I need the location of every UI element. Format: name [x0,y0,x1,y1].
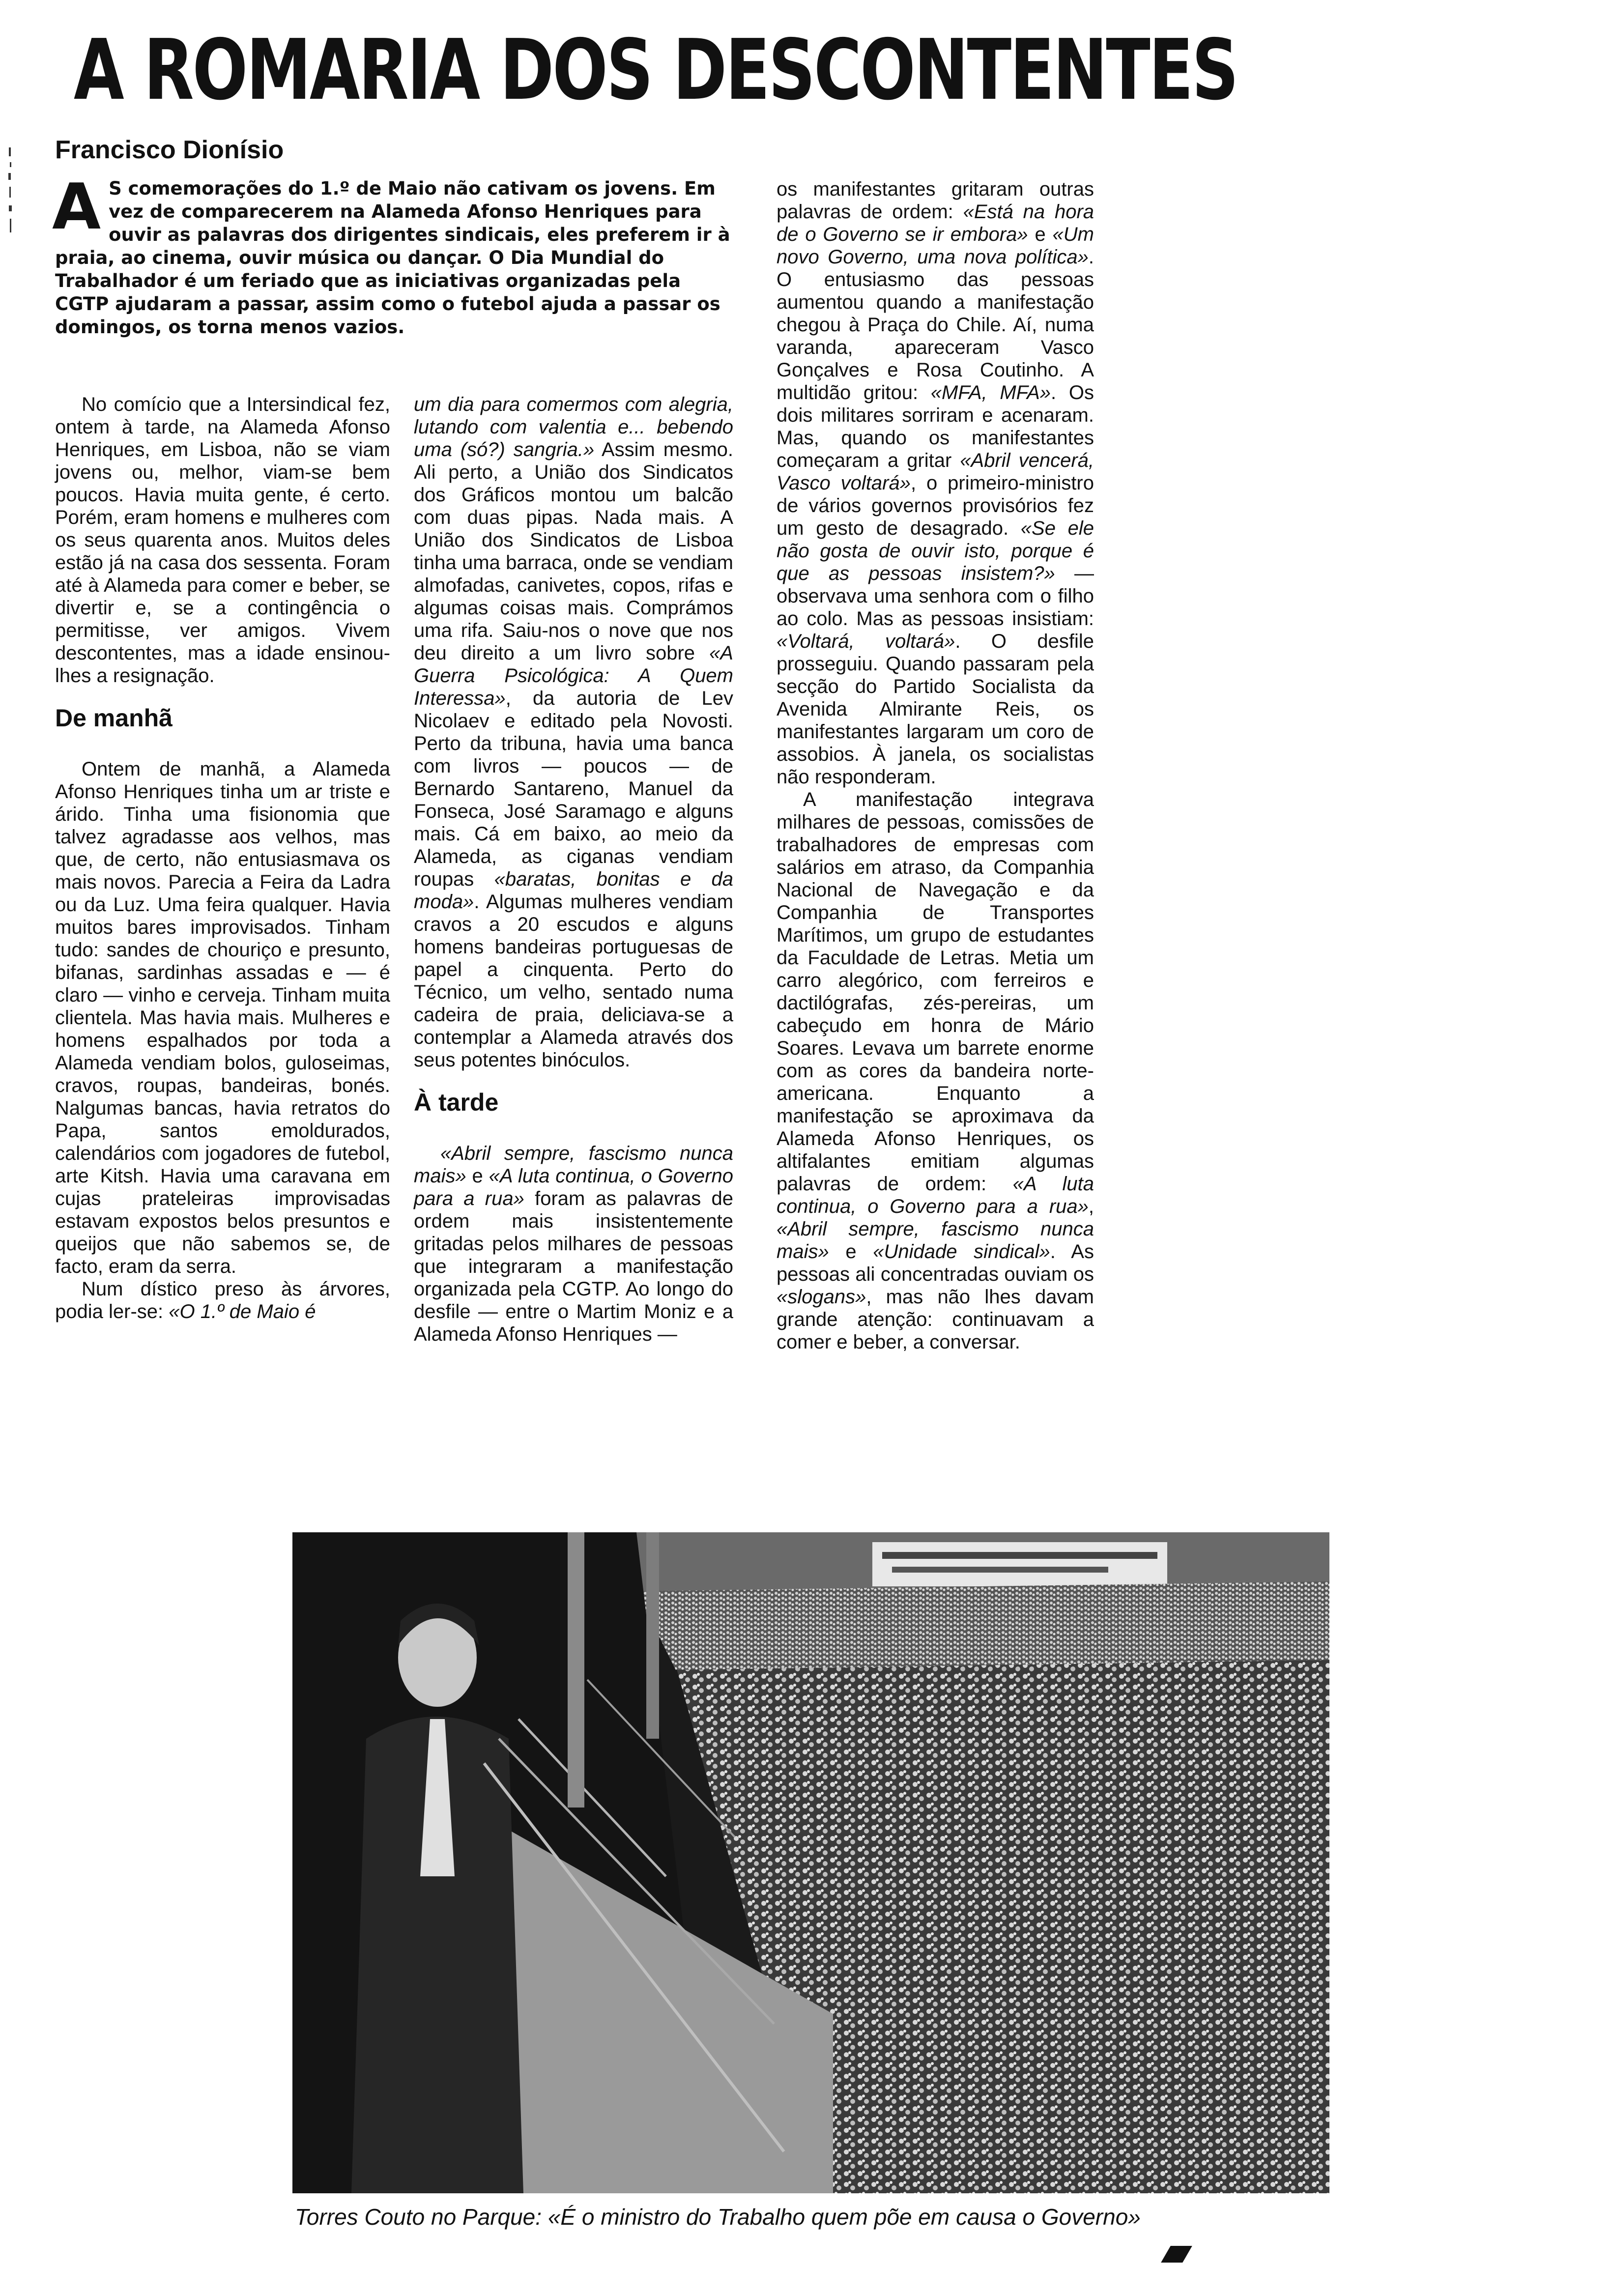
quote-text: «Abril vencerá, Vasco voltará» [777,450,1094,494]
paragraph-text: . As pessoas ali concentradas ouviam os [777,1241,1094,1285]
lead-text: S comemorações do 1.º de Maio não cativam os jovens. Em vez de comparecerem na Alameda Afonso Henriques para ouvir as palavras dos dirigentes sindicais, eles preferem ir à praia, ao cinema, ouvir música ou dançar. O Dia Mundial do Trabalhador é um feriado que as iniciativas organizadas pela CGTP ajudaram a passar, assim como o futebol ajuda a passar os domingos, os torna menos vazios. [55,178,730,338]
quote-text: «A luta continua, o Governo para a rua» [777,1173,1094,1217]
article-lead [52,171,738,339]
paragraph-text: , da autoria de Lev Nicolaev e editado pela Novosti. Perto da tribuna, havia uma banca com livros — poucos — de Bernardo Santareno, Manuel da Fonseca, José Saramago e alguns mais. Cá em baixo, ao meio da Alameda, as ciganas vendiam roupas [414,688,733,890]
paragraph: No comício que a Intersindical fez, ontem à tarde, na Alameda Afonso Henriques, em Lisboa, não se viam jovens ou, melhor, viam-se bem poucos. Havia muita gente, é certo. Porém, eram homens e mulheres com os seus quarenta anos. Muitos deles estão já na casa dos sessenta. Foram até à Alameda para comer e beber, se divertir e, se a contingência o permitisse, ver amigos. Vivem descontentes, mas a idade ensinou-lhes a resignação. [55,394,390,687]
quote-text: «Unidade sindical» [873,1241,1050,1263]
article-column-1 [55,393,390,1323]
article-column-3 [777,178,1094,1353]
paragraph-text: foram as palavras de ordem mais insistentemente gritadas pelos milhares de pessoas que integraram a manifestação organizada pela CGTP. Ao longo do desfile — entre o Martim Moniz e a Alameda Afonso Henriques — [414,1188,733,1345]
paragraph [414,393,733,1071]
paragraph [777,178,1094,788]
article-headline: A ROMARIA DOS DESCONTENTES [74,22,1238,119]
paragraph-text: . O desfile prosseguiu. Quando passaram pela secção do Partido Socialista da Avenida Almirante Reis, os manifestantes largaram um coro de assobios. À janela, os socialistas não responderam. [777,631,1094,788]
quote-text: «A Guerra Psicológica: A Quem Interessa» [414,642,733,709]
paragraph-text: . Algumas mulheres vendiam cravos a 20 escudos e alguns homens bandeiras portuguesas de papel a cinquenta. Perto do Técnico, um velho, sentado numa cadeira de praia, deliciava-se a contemplar a Alameda através dos seus potentes binóculos. [414,891,733,1071]
quote-text: «Abril sempre, fascismo nunca mais» [777,1218,1094,1263]
paragraph-text: , [1088,1196,1094,1217]
paragraph-text: . Os dois militares sorriram e acenaram. Mas, quando os manifestantes começaram a gritar [777,382,1094,471]
article-byline: Francisco Dionísio [55,136,284,164]
paragraph-text: Num dístico preso às árvores, podia ler-se: [55,1278,390,1322]
paragraph-text: A manifestação integrava milhares de pessoas, comissões de trabalhadores de empresas com salários em atraso, da Companhia Nacional de Navegação e da Companhia de Transportes Marítimos, um grupo de estudantes da Faculdade de Letras. Metia um carro alegórico, com ferreiros e dactilógrafas, zés-pereiras, um cabeçudo em honra de Mário Soares. Levava um barrete enorme com as cores da bandeira norte-americana. Enquanto a manifestação se aproximava da Alameda Afonso Henriques, os altifalantes emitiam algumas palavras de ordem: [777,789,1094,1195]
paragraph: Ontem de manhã, a Alameda Afonso Henriques tinha um ar triste e árido. Tinha uma fisionomia que talvez agradasse aos velhos, mas que, de certo, não entusiasmava os mais novos. Parecia a Feira da Ladra ou da Luz. Uma feira qualquer. Havia muitos bares improvisados. Tinham tudo: sandes de chouriço e presunto, bifanas, sardinhas assadas e — é claro — vinho e cerveja. Tinham muita clientela. Mas havia mais. Mulheres e homens espalhados por toda a Alameda vendiam bolos, guloseimas, cravos, roupas, bandeiras, bonés. Nalgumas bancas, havia retratos do Papa, santos emoldurados, calendários com jogadores de futebol, arte Kitsh. Havia uma caravana em cujas prateleiras improvisadas estavam expostos belos presuntos e queijos que não sabemos se, de facto, eram da serra. [55,758,390,1277]
paragraph-text: e [1028,224,1053,245]
subheading-a-tarde: À tarde [414,1089,499,1116]
article-column-2 [414,393,733,1346]
paragraph-text: . O entusiasmo das pessoas aumentou quando a manifestação chegou à Praça do Chile. Aí, numa varanda, apareceram Vasco Gonçalves e Rosa Coutinho. A multidão gritou: [777,246,1094,403]
paragraph-text: e [829,1241,873,1263]
subheading-de-manha: De manhã [55,704,173,732]
paragraph-text: , mas não lhes davam grande atenção: continuavam a comer e beber, a conversar. [777,1286,1094,1353]
quote-text: «Voltará, voltará» [777,631,955,652]
paragraph [414,1142,733,1346]
paragraph [55,1278,390,1323]
photo-caption: Torres Couto no Parque: «É o ministro do Trabalho quem põe em causa o Governo» [295,2204,1141,2230]
quote-text: «baratas, bonitas e da moda» [414,868,733,913]
paragraph-text: Assim mesmo. Ali perto, a União dos Sindicatos dos Gráficos montou um balcão com duas pipas. Nada mais. A União dos Sindicatos de Lisboa tinha uma barraca, onde se vendiam almofadas, canivetes, copos, rifas e algumas coisas mais. Comprámos uma rifa. Saiu-nos o nove que nos deu direito a um livro sobre [414,439,733,664]
crowd-photo-illustration [292,1532,1329,2193]
paragraph-text: — observava uma senhora com o filho ao colo. Mas as pessoas insistiam: [777,563,1094,630]
drop-cap: A [52,171,101,244]
paragraph-text: os manifestantes gritaram outras palavras de ordem: [777,178,1094,223]
paragraph-text: , o primeiro-ministro de vários governos provisórios fez um gesto de desagrado. [777,472,1094,539]
quote-text: «slogans» [777,1286,866,1308]
quote-text: «Se ele não gosta de ouvir isto, porque é que as pessoas insistem?» [777,517,1094,584]
quote-text: «A luta continua, o Governo para a rua» [414,1165,733,1209]
quote-text: «Está na hora de o Governo se ir embora» [777,201,1094,245]
paragraph [777,788,1094,1353]
quote-text: «O 1.º de Maio é [169,1301,316,1322]
quote-text: um dia para comermos com alegria, lutando com valentia e... bebendo uma (só?) sangria.» [414,394,733,460]
margin-scan-marks [7,147,14,236]
print-mark [1161,2246,1192,2263]
quote-text: «MFA, MFA» [930,382,1051,403]
crowd-photo [292,1532,1329,2193]
paragraph-text: e [466,1165,489,1187]
quote-text: «Abril sempre, fascismo nunca mais» [414,1143,733,1187]
quote-text: «Um novo Governo, uma nova política» [777,224,1094,268]
